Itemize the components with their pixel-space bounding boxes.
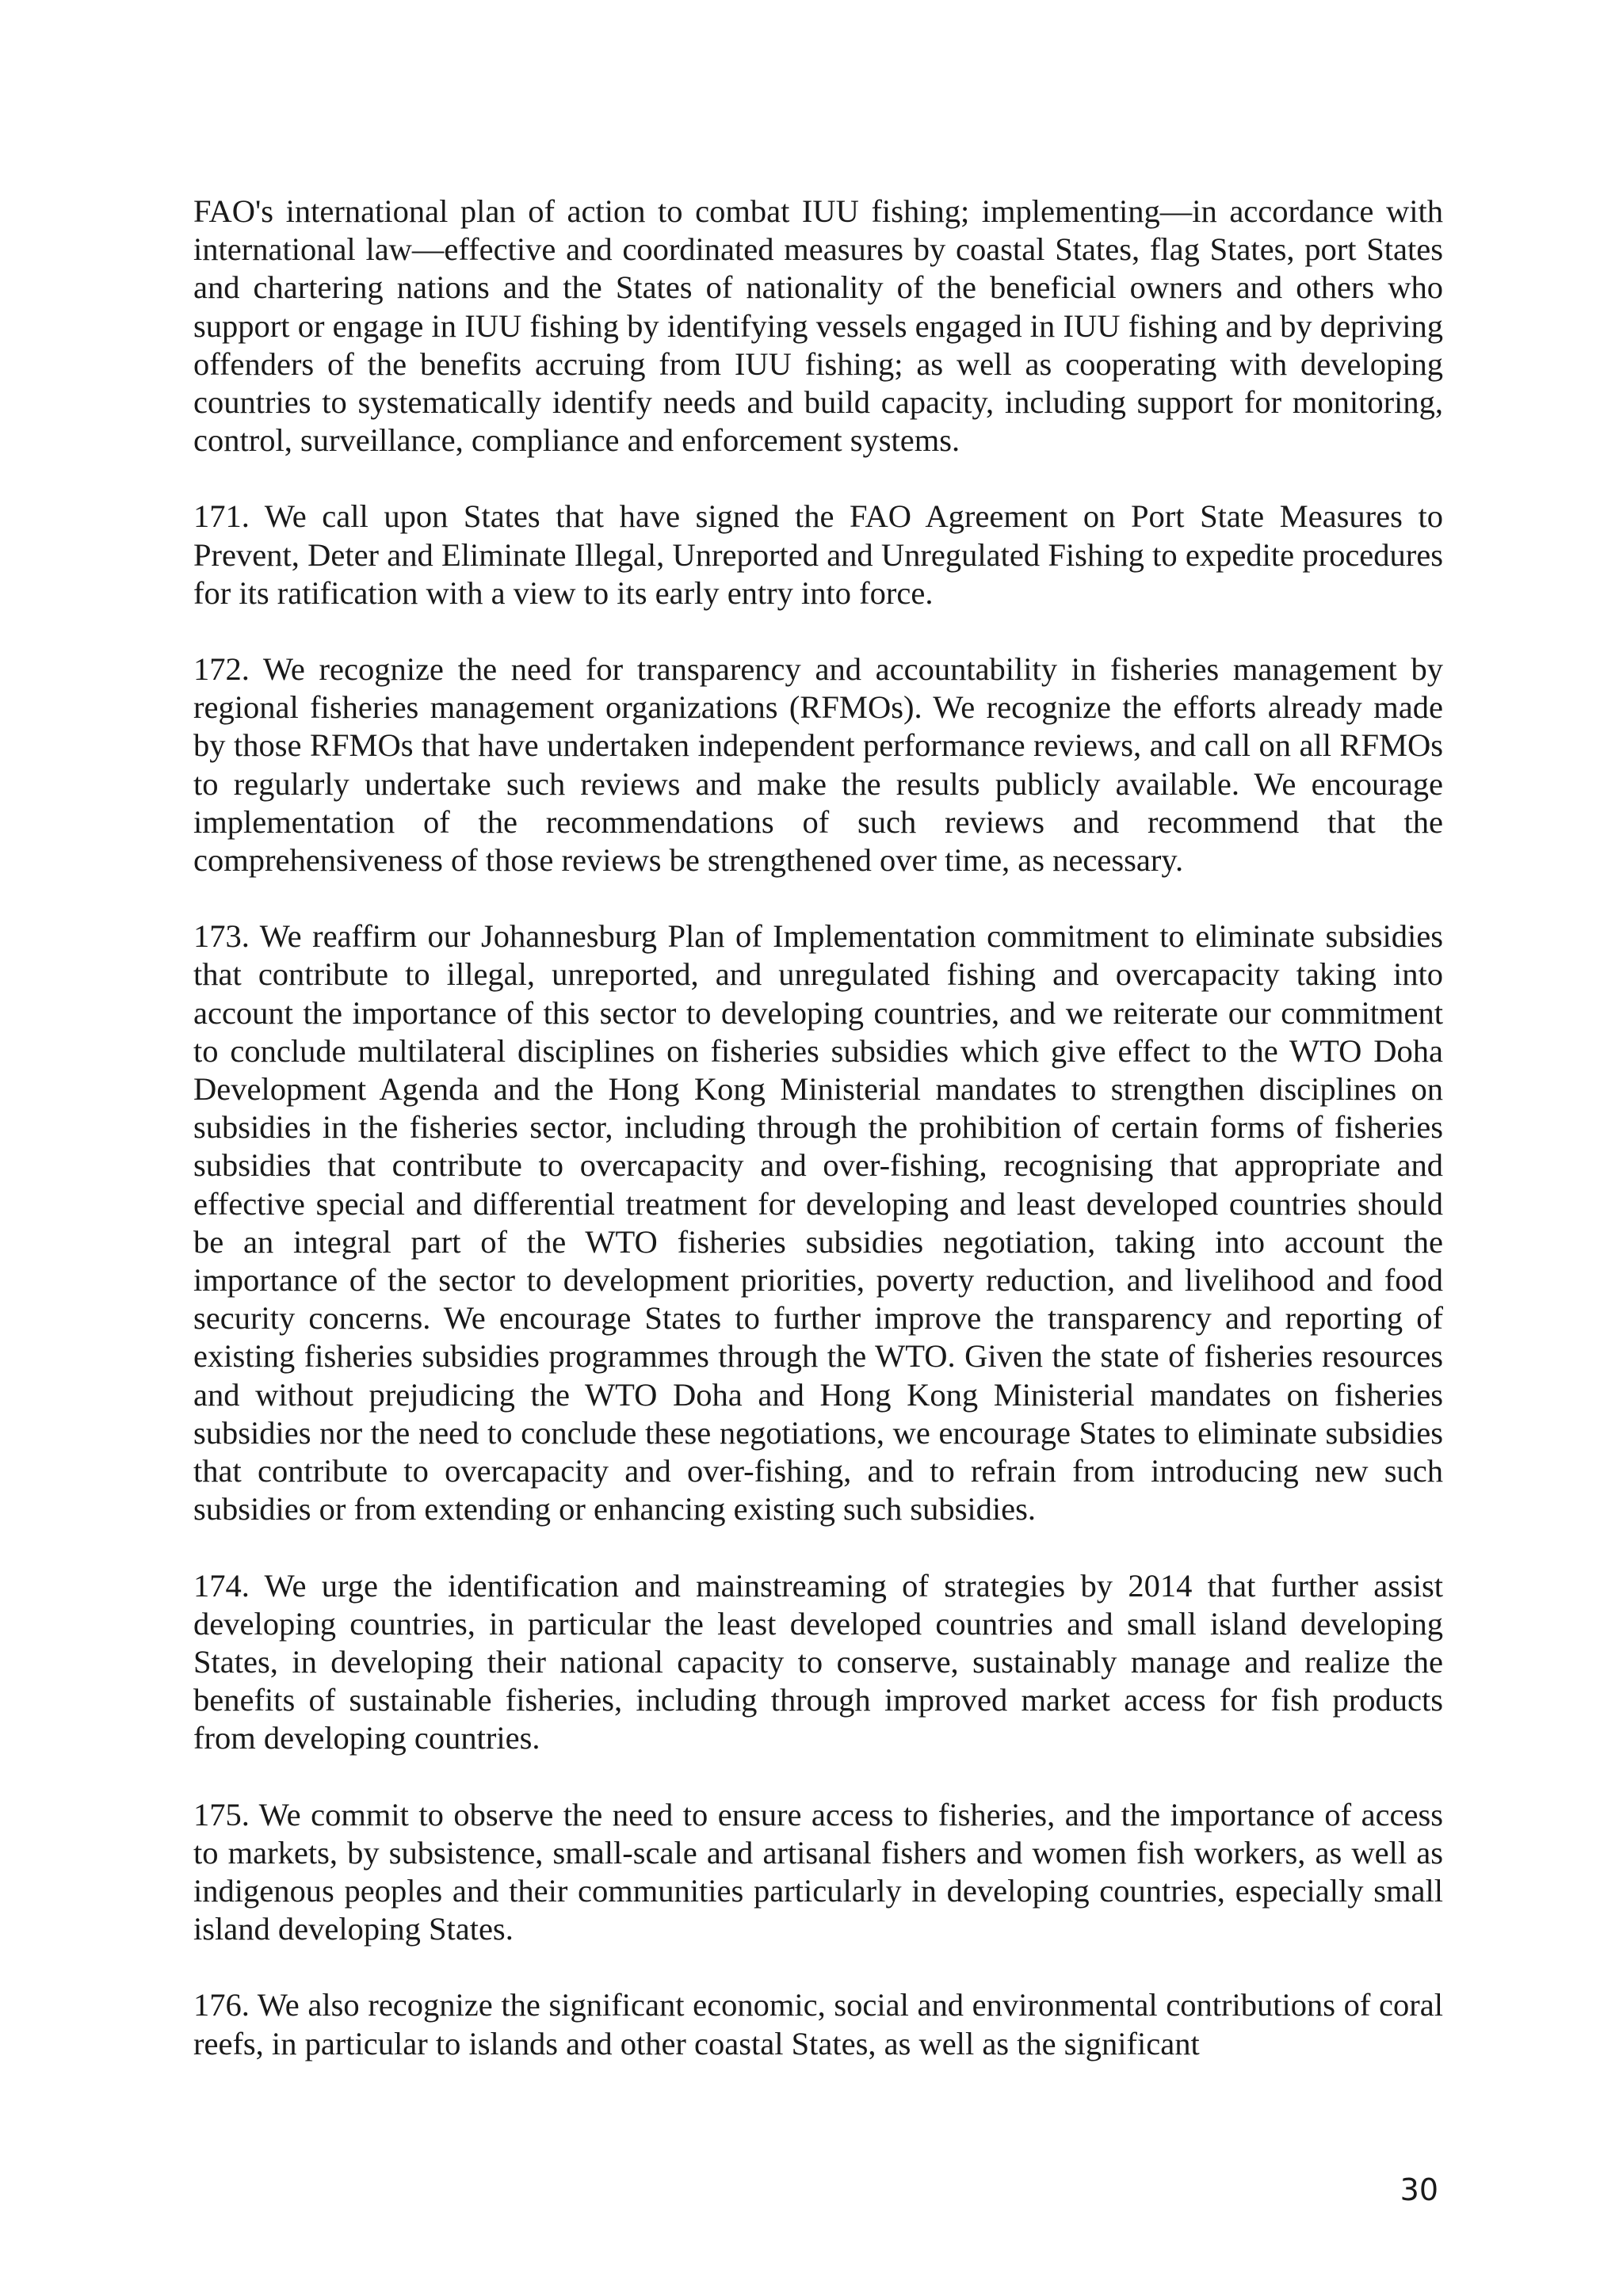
paragraph-174: 174. We urge the identification and mainstreaming of strategies by 2014 that further assist developing countries, in particular the least developed countries and small island developing States, in developing their national capacity to conserve, sustainably manage and realize the benefits of sustainable fisheries, including through improved market access for fish products from developing countries. <box>193 1567 1443 1756</box>
document-body <box>193 193 1443 2063</box>
paragraph-170-continued: FAO's international plan of action to combat IUU fishing; implementing—in accordance with international law—effective and coordinated measures by coastal States, flag States, port States and chartering nations and the States of nationality of the beneficial owners and others who support or engage in IUU fishing by identifying vessels engaged in IUU fishing and by depriving offenders of the benefits accruing from IUU fishing; as well as cooperating with developing countries to systematically identify needs and build capacity, including support for monitoring, control, surveillance, compliance and enforcement systems. <box>193 193 1443 459</box>
paragraph-173: 173. We reaffirm our Johannesburg Plan of Implementation commitment to eliminate subsidies that contribute to illegal, unreported, and unregulated fishing and overcapacity taking into account the importance of this sector to developing countries, and we reiterate our commitment to conclude multilateral disciplines on fisheries subsidies which give effect to the WTO Doha Development Agenda and the Hong Kong Ministerial mandates to strengthen disciplines on subsidies in the fisheries sector, including through the prohibition of certain forms of fisheries subsidies that contribute to overcapacity and over-fishing, recognising that appropriate and effective special and differential treatment for developing and least developed countries should be an integral part of the WTO fisheries subsidies negotiation, taking into account the importance of the sector to development priorities, poverty reduction, and livelihood and food security concerns. We encourage States to further improve the transparency and reporting of existing fisheries subsidies programmes through the WTO. Given the state of fisheries resources and without prejudicing the WTO Doha and Hong Kong Ministerial mandates on fisheries subsidies nor the need to conclude these negotiations, we encourage States to eliminate subsidies that contribute to overcapacity and over-fishing, and to refrain from introducing new such subsidies or from extending or enhancing existing such subsidies. <box>193 918 1443 1527</box>
paragraph-172: 172. We recognize the need for transparency and accountability in fisheries management by regional fisheries management organizations (RFMOs). We recognize the efforts already made by those RFMOs that have undertaken independent performance reviews, and call on all RFMOs to regularly undertake such reviews and make the results publicly available. We encourage implementation of the recommendations of such reviews and recommend that the comprehensiveness of those reviews be strengthened over time, as necessary. <box>193 651 1443 879</box>
paragraph-175: 175. We commit to observe the need to ensure access to fisheries, and the importance of access to markets, by subsistence, small-scale and artisanal fishers and women fish workers, as well as indigenous peoples and their communities particularly in developing countries, especially small island developing States. <box>193 1796 1443 1947</box>
paragraph-171: 171. We call upon States that have signed the FAO Agreement on Port State Measures to Prevent, Deter and Eliminate Illegal, Unreported and Unregulated Fishing to expedite procedures for its ratification with a view to its early entry into force. <box>193 498 1443 611</box>
paragraph-176: 176. We also recognize the significant economic, social and environmental contributions of coral reefs, in particular to islands and other coastal States, as well as the significant <box>193 1987 1443 2061</box>
page-number: 30 <box>1400 2172 1438 2207</box>
